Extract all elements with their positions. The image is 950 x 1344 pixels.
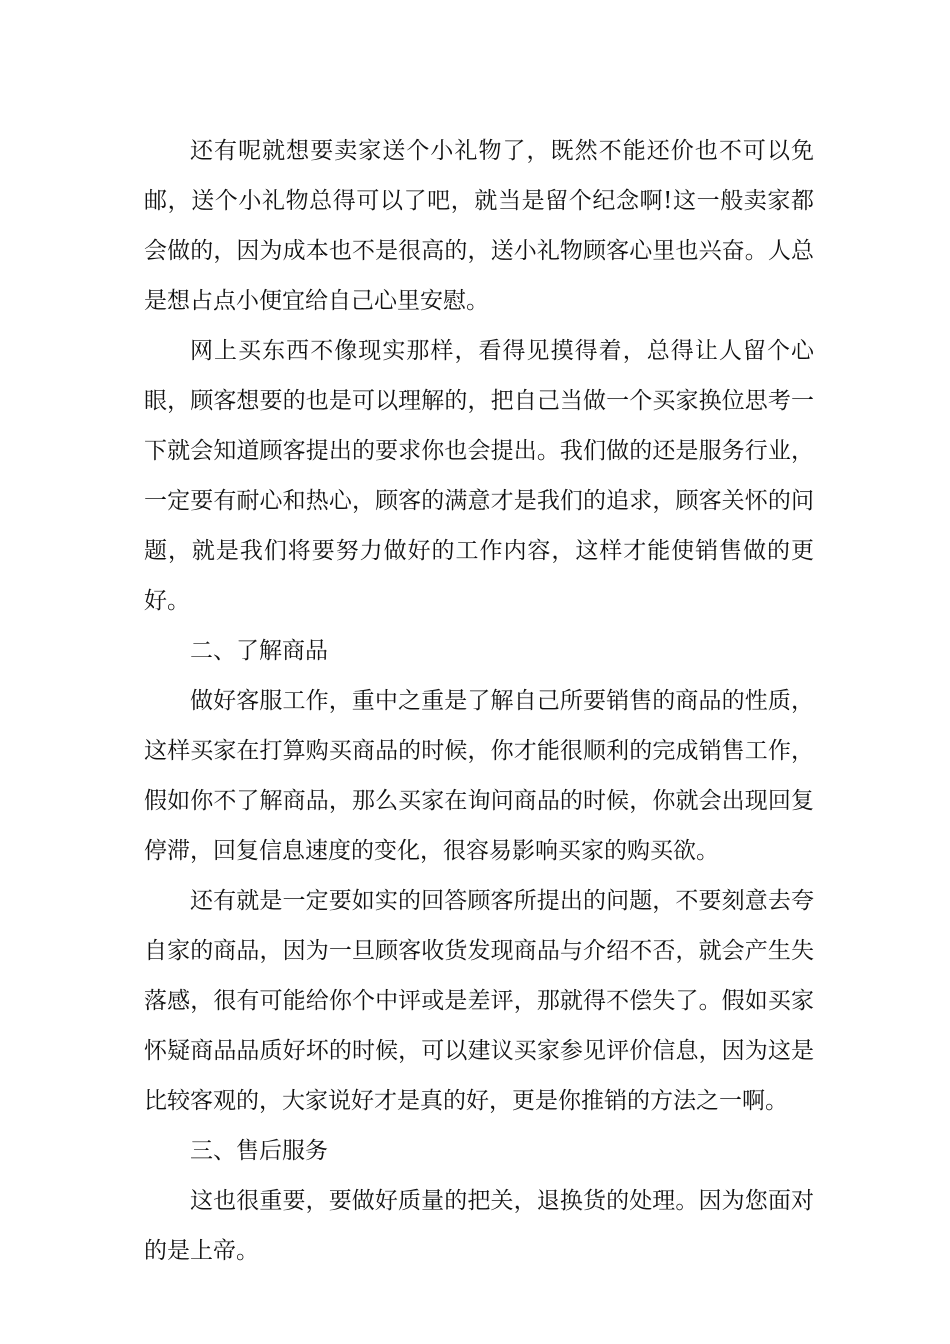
paragraph-online-shopping: 网上买东西不像现实那样，看得见摸得着，总得让人留个心眼，顾客想要的也是可以理解的，把自己当做一个买家换位思考一下就会知道顾客提出的要求你也会提出。我们做的还是服务行业，一定要有耐心和热心，顾客的满意才是我们的追求，顾客关怀的问题，就是我们将要努力做好的工作内容，这样才能使销售做的更好。 (144, 338, 814, 614)
paragraph-know-products: 做好客服工作，重中之重是了解自己所要销售的商品的性质，这样买家在打算购买商品的时候，你才能很顺利的完成销售工作，假如你不了解商品，那么买家在询问商品的时候，你就会出现回复停滞，回复信息速度的变化，很容易影响买家的购买欲。 (144, 688, 814, 864)
section-heading-after-sales: 三、售后服务 (190, 1138, 328, 1164)
paragraph-after-sales: 这也很重要，要做好质量的把关，退换货的处理。因为您面对的是上帝。 (144, 1188, 814, 1264)
document-body (144, 126, 814, 1276)
section-heading-know-products: 二、了解商品 (190, 638, 328, 664)
paragraph-gift: 还有呢就想要卖家送个小礼物了，既然不能还价也不可以免邮，送个小礼物总得可以了吧，就当是留个纪念啊!这一般卖家都会做的，因为成本也不是很高的，送小礼物顾客心里也兴奋。人总是想占点小便宜给自己心里安慰。 (144, 138, 814, 314)
paragraph-honest-answers: 还有就是一定要如实的回答顾客所提出的问题，不要刻意去夸自家的商品，因为一旦顾客收货发现商品与介绍不否，就会产生失落感，很有可能给你个中评或是差评，那就得不偿失了。假如买家怀疑商品品质好坏的时候，可以建议买家参见评价信息，因为这是比较客观的，大家说好才是真的好，更是你推销的方法之一啊。 (144, 888, 814, 1114)
